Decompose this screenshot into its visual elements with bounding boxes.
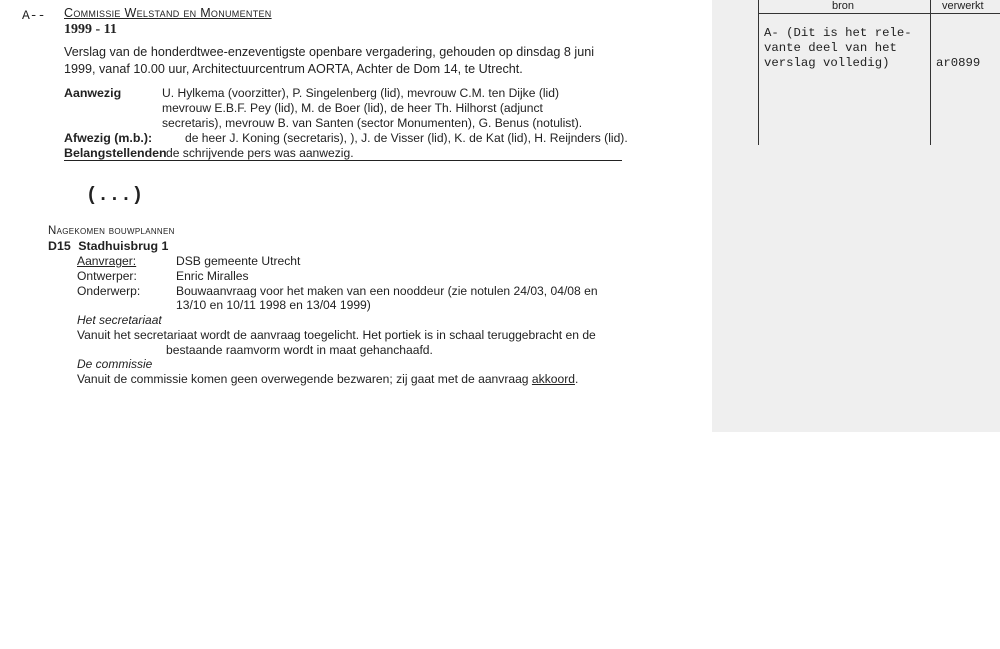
- interested-value: de schrijvende pers was aanwezig.: [166, 146, 354, 160]
- present-label: Aanwezig: [64, 86, 122, 100]
- commission-text: Vanuit de commissie komen geen overwegende bezwaren; zij gaat met de aanvraag: [77, 372, 529, 386]
- column-header-verwerkt: verwerkt: [942, 0, 984, 12]
- absent-label: Afwezig (m.b.):: [64, 131, 153, 145]
- commission-decision: [77, 372, 578, 387]
- subject-value-line-2: 13/10 en 10/11 1998 en 13/04 1999): [176, 298, 371, 312]
- section-title: Nagekomen bouwplannen: [48, 225, 175, 237]
- item-heading: [48, 239, 168, 253]
- bron-line-1: A- (Dit is het rele-: [764, 26, 912, 40]
- bron-line-2: vante deel van het: [764, 41, 897, 55]
- meeting-intro: Verslag van de honderdtwee-enzeventigste openbare vergadering, gehouden op dinsdag 8 juni 1999, vanaf 10.00 uur, Architectuurcentrum AORTA, Achter de Dom 14, te Utrecht.: [64, 45, 595, 76]
- commission-end: .: [574, 372, 579, 386]
- verwerkt-cell: ar0899: [936, 56, 981, 70]
- commission-verdict: akkoord: [531, 372, 575, 386]
- absent-value: de heer J. Koning (secretaris), ), J. de Visser (lid), K. de Kat (lid), H. Reijnders (lid).: [185, 131, 628, 145]
- designer-value: Enric Miralles: [176, 269, 249, 283]
- organisation-heading: Commissie Welstand en Monumenten: [64, 6, 272, 20]
- bron-cell: [764, 26, 912, 71]
- item-code: D15: [48, 239, 71, 253]
- applicant-label: Aanvrager:: [77, 254, 137, 268]
- present-line-2: mevrouw E.B.F. Pey (lid), M. de Boer (lid), de heer Th. Hilhorst (adjunct: [162, 101, 543, 115]
- subject-label: Onderwerp:: [77, 284, 141, 298]
- present-line-3: secretaris), mevrouw B. van Santen (sector Monumenten), G. Benus (notulist).: [162, 116, 583, 130]
- table-left-border: [758, 0, 759, 145]
- bron-line-3: verslag volledig): [764, 56, 890, 70]
- commission-heading: De commissie: [77, 357, 153, 371]
- interested-label: Belangstellenden: [64, 146, 167, 160]
- subject-value-line-1: Bouwaanvraag voor het maken van een nooddeur (zie notulen 24/03, 04/08 en: [176, 284, 598, 298]
- omission-marker: (...): [86, 184, 144, 206]
- item-title: Stadhuisbrug 1: [78, 239, 169, 253]
- header-rule: [64, 160, 622, 161]
- secretariat-line-2: bestaande raamvorm wordt in maat gehanchaafd.: [166, 343, 433, 357]
- secretariat-heading: Het secretariaat: [77, 313, 162, 327]
- table-column-divider: [930, 0, 931, 145]
- present-line-1: U. Hylkema (voorzitter), P. Singelenberg (lid), mevrouw C.M. ten Dijke (lid): [162, 86, 559, 100]
- document-number: 1999 - 11: [64, 22, 117, 37]
- margin-mark: A--: [22, 8, 46, 23]
- source-table: [758, 0, 1000, 145]
- column-header-bron: bron: [832, 0, 855, 12]
- table-header-rule: [758, 13, 1000, 14]
- secretariat-line-1: Vanuit het secretariaat wordt de aanvraag toegelicht. Het portiek is in schaal teruggebracht en de: [77, 328, 596, 342]
- applicant-value: DSB gemeente Utrecht: [176, 254, 301, 268]
- designer-label: Ontwerper:: [77, 269, 137, 283]
